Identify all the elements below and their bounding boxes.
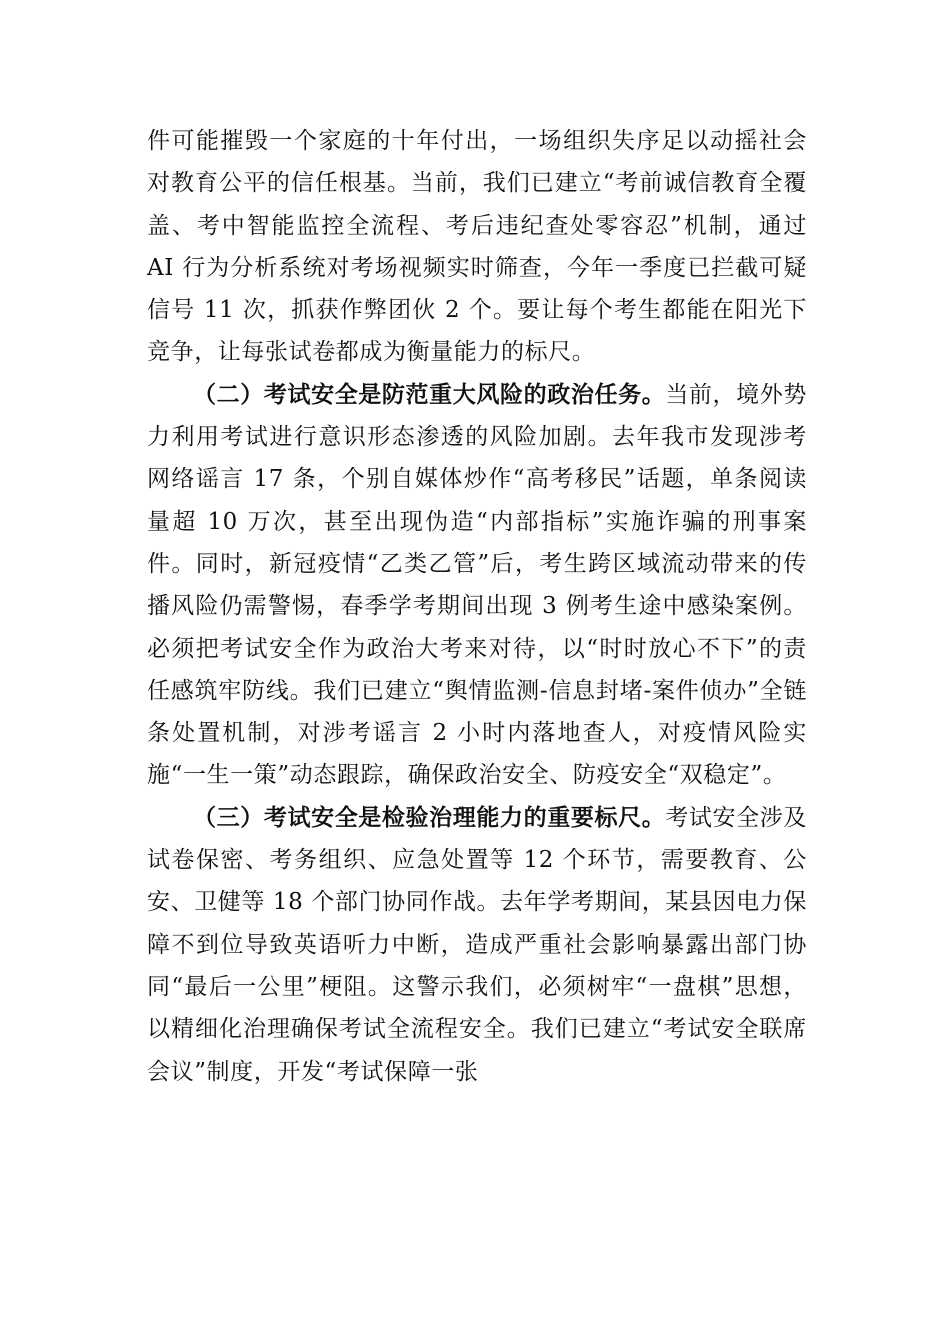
paragraph-3-heading: （三）考试安全是检验治理能力的重要标尺。 — [193, 803, 666, 831]
paragraph-1 — [147, 120, 807, 374]
paragraph-3-text: 考试安全涉及试卷保密、考务组织、应急处置等 12 个环节，需要教育、公安、卫健等 18 个部门协同作战。去年学考期间，某县因电力保障不到位导致英语听力中断，造成严重社会影响暴露出部门协同“最后一公里”梗阻。这警示我们，必须树牢“一盘棋”思想，以精细化治理确保考试全流程安全。我们已建立“考试安全联席会议”制度，开发“考试保障一张 — [147, 804, 807, 1085]
document-body — [147, 120, 807, 1093]
paragraph-2 — [147, 374, 807, 797]
paragraph-1-text: 件可能摧毁一个家庭的十年付出，一场组织失序足以动摇社会对教育公平的信任根基。当前，我们已建立“考前诚信教育全覆盖、考中智能监控全流程、考后违纪查处零容忍”机制，通过 AI 行为分析系统对考场视频实时筛查，今年一季度已拦截可疑信号 11 次，抓获作弊团伙 2 个。要让每个考生都能在阳光下竞争，让每张试卷都成为衡量能力的标尺。 — [147, 128, 807, 366]
paragraph-3 — [147, 797, 807, 1093]
paragraph-2-text: 当前，境外势力利用考试进行意识形态渗透的风险加剧。去年我市发现涉考网络谣言 17 条，个别自媒体炒作“高考移民”话题，单条阅读量超 10 万次，甚至出现伪造“内部指标”实施诈骗的刑事案件。同时，新冠疫情“乙类乙管”后，考生跨区域流动带来的传播风险仍需警惕，春季学考期间出现 3 例考生途中感染案例。必须把考试安全作为政治大考来对待，以“时时放心不下”的责任感筑牢防线。我们已建立“舆情监测-信息封堵-案件侦办”全链条处置机制，对涉考谣言 2 小时内落地查人，对疫情风险实施“一生一策”动态跟踪，确保政治安全、防疫安全“双稳定”。 — [147, 381, 807, 789]
paragraph-2-heading: （二）考试安全是防范重大风险的政治任务。 — [193, 380, 666, 408]
